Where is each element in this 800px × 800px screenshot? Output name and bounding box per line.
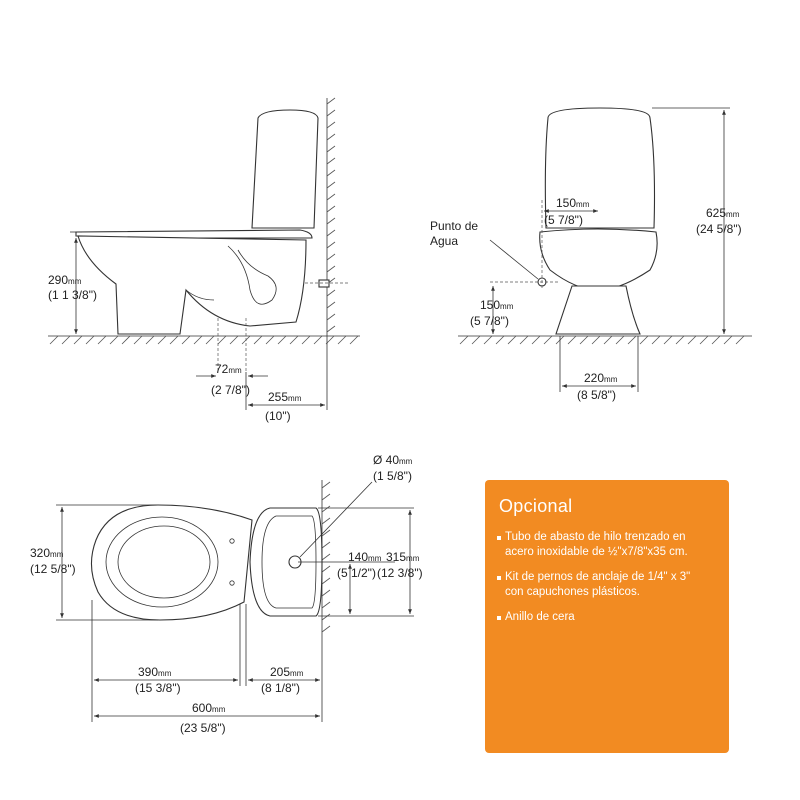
- side-supply-stub: [319, 280, 329, 287]
- front-total-height-value: 625mm: [706, 206, 740, 220]
- front-view: [430, 108, 752, 402]
- option-item-wax-ring: [497, 610, 719, 625]
- front-base-width-inches: (8 5/8"): [577, 388, 616, 402]
- front-tank: [545, 108, 654, 228]
- side-drain-inches: (2 7/8"): [211, 383, 250, 397]
- front-supply-offset-inches: (5 7/8"): [544, 213, 583, 227]
- front-supply-height-value: 150mm: [480, 298, 514, 312]
- bullet-icon: [497, 616, 501, 620]
- side-height-value: 290mm: [48, 273, 82, 287]
- top-tank-width-inches: (12 3/8"): [377, 566, 423, 580]
- front-supply-label-2: Agua: [430, 234, 459, 248]
- side-roughin-value: 255mm: [268, 390, 302, 404]
- option-item-line: Tubo de abasto de hilo trenzado en: [505, 531, 686, 543]
- top-bowl-length-value: 390mm: [138, 665, 172, 679]
- front-supply-leader: [490, 240, 538, 279]
- front-bowl: [540, 229, 657, 290]
- side-drain-value: 72mm: [215, 362, 242, 376]
- top-bowl-width-inches: (12 5/8"): [30, 562, 76, 576]
- top-bowl: [91, 505, 252, 620]
- option-item-line: Anillo de cera: [505, 611, 575, 623]
- side-tank: [252, 110, 318, 228]
- top-bowl-width-value: 320mm: [30, 546, 64, 560]
- front-base-width-value: 220mm: [584, 371, 618, 385]
- bullet-icon: [497, 536, 501, 540]
- front-supply-height-inches: (5 7/8"): [470, 314, 509, 328]
- top-hole-center-inches: (5 1/2"): [337, 566, 376, 580]
- top-wall-hatch: [322, 482, 330, 632]
- option-item-anchor-kit: [497, 570, 719, 599]
- side-roughin-inches: (10"): [265, 409, 291, 423]
- side-bowl: [78, 236, 306, 334]
- top-hole-inches: (1 5/8"): [373, 469, 412, 483]
- top-hole-center-value: 140mm: [348, 550, 382, 564]
- front-total-height-inches: (24 5/8"): [696, 222, 742, 236]
- option-item-supply-hose: [497, 530, 719, 559]
- top-tank-width-value: 315mm: [386, 550, 420, 564]
- front-supply-offset-value: 150mm: [556, 196, 590, 210]
- top-bowl-length-inches: (15 3/8"): [135, 681, 181, 695]
- option-item-line: Kit de pernos de anclaje de 1/4" x 3": [505, 571, 691, 583]
- front-floor-hatch: [460, 336, 744, 344]
- options-list: [497, 530, 719, 625]
- option-item-line: acero inoxidable de ½"x7/8"x35 cm.: [505, 545, 688, 558]
- top-view: [30, 453, 423, 735]
- option-item-line: con capuchones plásticos.: [505, 585, 640, 598]
- top-tank-depth-inches: (8 1/8"): [261, 681, 300, 695]
- top-total-length-inches: (23 5/8"): [180, 721, 226, 735]
- options-panel: [485, 480, 729, 753]
- side-view: [48, 98, 360, 423]
- side-floor-hatch: [50, 336, 358, 344]
- options-title: Opcional: [499, 496, 573, 516]
- top-total-length-value: 600mm: [192, 701, 226, 715]
- front-supply-label-1: Punto de: [430, 219, 479, 233]
- side-wall-hatch: [327, 98, 335, 332]
- bullet-icon: [497, 576, 501, 580]
- top-hole-value: Ø 40mm: [373, 453, 413, 467]
- front-pedestal: [556, 286, 640, 334]
- side-height-inches: (1 1 3/8"): [48, 288, 97, 302]
- top-tank-depth-value: 205mm: [270, 665, 304, 679]
